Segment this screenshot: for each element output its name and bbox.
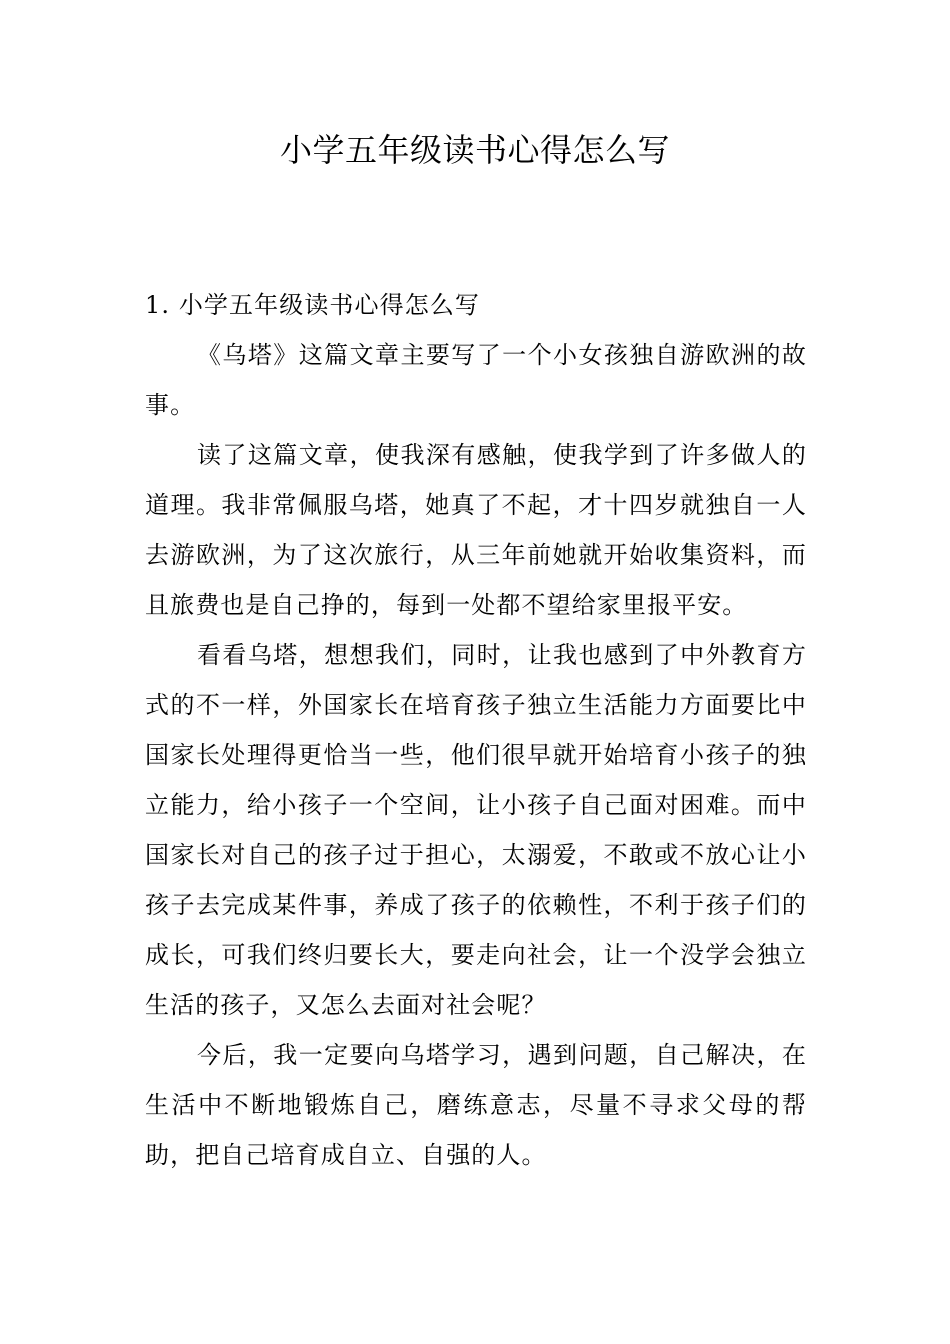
- document-title: 小学五年级读书心得怎么写: [279, 131, 670, 169]
- body-paragraph: 读了这篇文章，使我深有感触，使我学到了许多做人的道理。我非常佩服乌塔，她真了不起，才十四岁就独自一人去游欧洲，为了这次旅行，从三年前她就开始收集资料，而且旅费也是自己挣的，每到一处都不望给家里报平安。: [145, 441, 807, 619]
- section-heading: 1. 小学五年级读书心得怎么写: [145, 291, 481, 319]
- body-paragraph: 看看乌塔，想想我们，同时，让我也感到了中外教育方式的不一样，外国家长在培育孩子独立生活能力方面要比中国家长处理得更恰当一些，他们很早就开始培育小孩子的独立能力，给小孩子一个空间，让小孩子自己面对困难。而中国家长对自己的孩子过于担心，太溺爱，不敢或不放心让小孩子去完成某件事，养成了孩子的依赖性，不利于孩子们的成长，可我们终归要长大，要走向社会，让一个没学会独立生活的孩子，又怎么去面对社会呢？: [145, 641, 807, 1019]
- document-body: [145, 280, 807, 1180]
- body-paragraph: 今后，我一定要向乌塔学习，遇到问题，自己解决，在生活中不断地锻炼自己，磨练意志，尽量不寻求父母的帮助，把自己培育成自立、自强的人。: [145, 1041, 807, 1169]
- body-paragraph: 《乌塔》这篇文章主要写了一个小女孩独自游欧洲的故事。: [145, 341, 807, 419]
